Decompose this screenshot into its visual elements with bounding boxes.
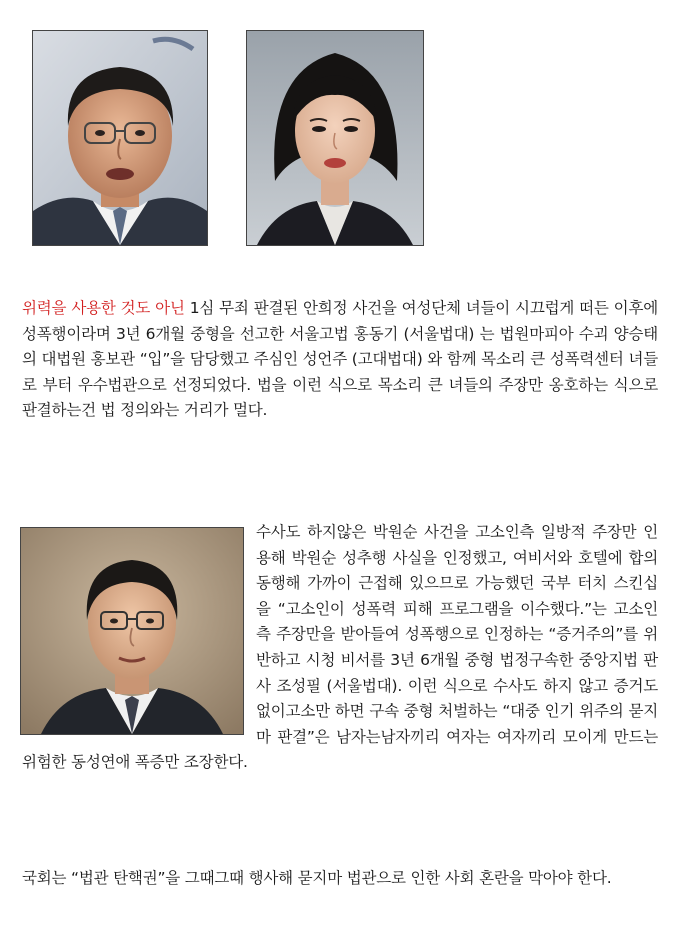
paragraph-3-text: 국회는 “법관 탄핵권”을 그때그때 행사해 묻지마 법관으로 인한 사회 혼란을 막아야 한다. — [22, 869, 612, 887]
portrait-photo-woman — [246, 30, 424, 246]
highlighted-phrase: 위력을 사용한 것도 아닌 — [22, 299, 185, 317]
article-paragraph-1 — [22, 296, 658, 424]
portrait-photo-man-1 — [32, 30, 208, 246]
paragraph-1-text: 1심 무죄 판결된 안희정 사건을 여성단체 녀들이 시끄럽게 떠든 이후에 성폭행이라며 3년 6개월 중형을 선고한 서울고법 홍동기 (서울법대) 는 법원마피아 수괴 양승태의 대법원 홍보관 “입”을 담당했고 주심인 성언주 (고대법대) 와 함께 목소리 큰 성폭력센터 녀들로 부터 우수법관으로 선정되었다. 법을 이런 식으로 목소리 큰 녀들의 주장만 옹호하는 식으로 판결하는건 법 정의와는 거리가 멀다. — [22, 299, 659, 420]
article-paragraph-3 — [22, 866, 658, 892]
paragraph-2-text: 수사도 하지않은 박원순 사건을 고소인측 일방적 주장만 인용해 박원순 성추행 사실을 인정했고, 여비서와 호텔에 합의 동행해 가까이 근접해 있으므로 가능했던 국부 터치 스킨십을 “고소인이 성폭력 피해 프로그램을 이수했다.”는 고소인측 주장만을 받아들여 성폭행으로 인정하는 “증거주의”를 위반하고 시청 비서를 3년 6개월 중형 법정구속한 중앙지법 판사 조성필 (서울법대). 이런 식으로 수사도 하지 않고 증거도 없이고소만 하면 구속 중형 처벌하는 “대중 인기 위주의 묻지마 판결”은 남자는남자끼리 여자는 여자끼리 모이게 만드는 위험한 동성연애 폭증만 조장한다. — [22, 523, 658, 772]
article-paragraph-2 — [22, 520, 658, 776]
